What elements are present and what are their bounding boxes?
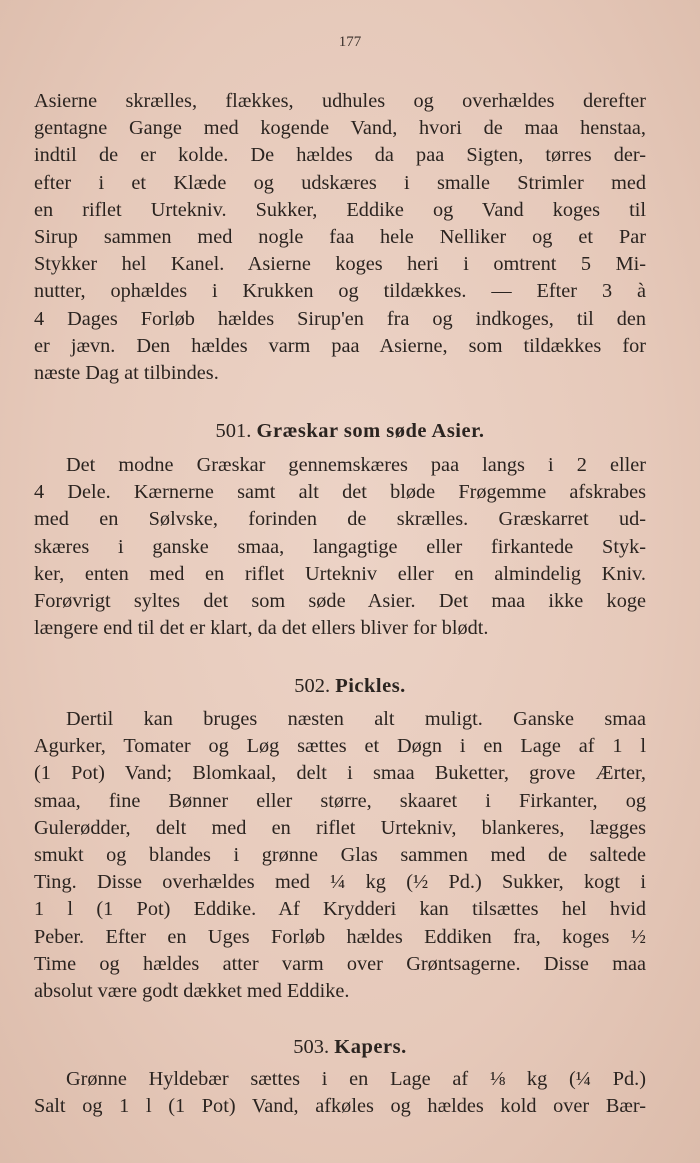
text-line: efter i et Klæde og udskæres i smalle Strimler med — [34, 171, 646, 194]
text-line: Gulerødder, delt med en riflet Urtekniv, blankeres, lægges — [34, 816, 646, 839]
text-line: (1 Pot) Vand; Blomkaal, delt i smaa Buketter, grove Ærter, — [34, 762, 646, 785]
recipe-503-heading — [0, 1036, 700, 1059]
recipe-503-paragraph — [34, 1066, 646, 1120]
text-line: med en Sølvske, forinden de skrælles. Græskarret ud- — [34, 508, 646, 531]
text-line: 4 Dele. Kærnerne samt alt det bløde Frøgemme afskrabes — [34, 481, 646, 504]
recipe-503-title: Kapers. — [334, 1036, 407, 1058]
recipe-501-number: 501. — [215, 420, 252, 442]
text-line: ker, enten med en riflet Urtekniv eller en almindelig Kniv. — [34, 562, 646, 585]
text-line: er jævn. Den hældes varm paa Asierne, som tildækkes for — [34, 334, 646, 357]
text-line: Time og hældes atter varm over Grøntsagerne. Disse maa — [34, 952, 646, 975]
text-line: næste Dag at tilbindes. — [34, 362, 219, 385]
text-line: Stykker hel Kanel. Asierne koges heri i omtrent 5 Mi- — [34, 253, 646, 276]
text-line: smukt og blandes i grønne Glas sammen med de saltede — [34, 844, 646, 867]
page-number: 177 — [338, 34, 362, 50]
text-line: Ting. Disse overhældes med ¼ kg (½ Pd.) Sukker, kogt i — [34, 871, 646, 894]
text-line: 4 Dages Forløb hældes Sirup'en fra og indkoges, til den — [34, 307, 646, 330]
recipe-501-title: Græskar som søde Asier. — [256, 420, 485, 442]
text-line: en riflet Urtekniv. Sukker, Eddike og Vand koges til — [34, 198, 646, 221]
recipe-502-number: 502. — [294, 675, 331, 697]
text-line: længere end til det er klart, da det ellers bliver for blødt. — [34, 617, 489, 640]
text-line: Agurker, Tomater og Løg sættes et Døgn i en Lage af 1 l — [34, 735, 646, 758]
recipe-502-title: Pickles. — [335, 675, 406, 697]
text-line: Peber. Efter en Uges Forløb hældes Eddiken fra, koges ½ — [34, 925, 646, 948]
text-line: Salt og 1 l (1 Pot) Vand, afkøles og hældes kold over Bær- — [34, 1095, 646, 1118]
recipe-503-number: 503. — [293, 1036, 330, 1058]
text-line: smaa, fine Bønner eller større, skaaret i Firkanter, og — [34, 789, 646, 812]
text-line: Det modne Græskar gennemskæres paa langs i 2 eller — [66, 454, 646, 476]
recipe-501-paragraph — [34, 452, 646, 642]
text-line: Asierne skrælles, flækkes, udhules og overhældes derefter — [34, 90, 646, 112]
text-line: indtil de er kolde. De hældes da paa Sigten, tørres der- — [34, 144, 646, 167]
text-line: absolut være godt dækket med Eddike. — [34, 980, 350, 1003]
intro-paragraph — [34, 88, 646, 387]
recipe-502-heading — [0, 675, 700, 698]
text-line: 1 l (1 Pot) Eddike. Af Krydderi kan tilsættes hel hvid — [34, 898, 646, 921]
text-line: nutter, ophældes i Krukken og tildækkes. — Efter 3 à — [34, 280, 646, 303]
text-line: Sirup sammen med nogle faa hele Nelliker og et Par — [34, 226, 646, 249]
text-line: Forøvrigt syltes det som søde Asier. Det maa ikke koge — [34, 590, 646, 613]
text-line: Dertil kan bruges næsten alt muligt. Ganske smaa — [66, 708, 646, 730]
recipe-502-paragraph — [34, 706, 646, 1005]
text-line: skæres i ganske smaa, langagtige eller firkantede Styk- — [34, 535, 646, 558]
recipe-501-heading — [0, 420, 700, 443]
text-line: gentagne Gange med kogende Vand, hvori de maa henstaa, — [34, 117, 646, 140]
text-line: Grønne Hyldebær sættes i en Lage af ⅛ kg (¼ Pd.) — [66, 1068, 646, 1090]
